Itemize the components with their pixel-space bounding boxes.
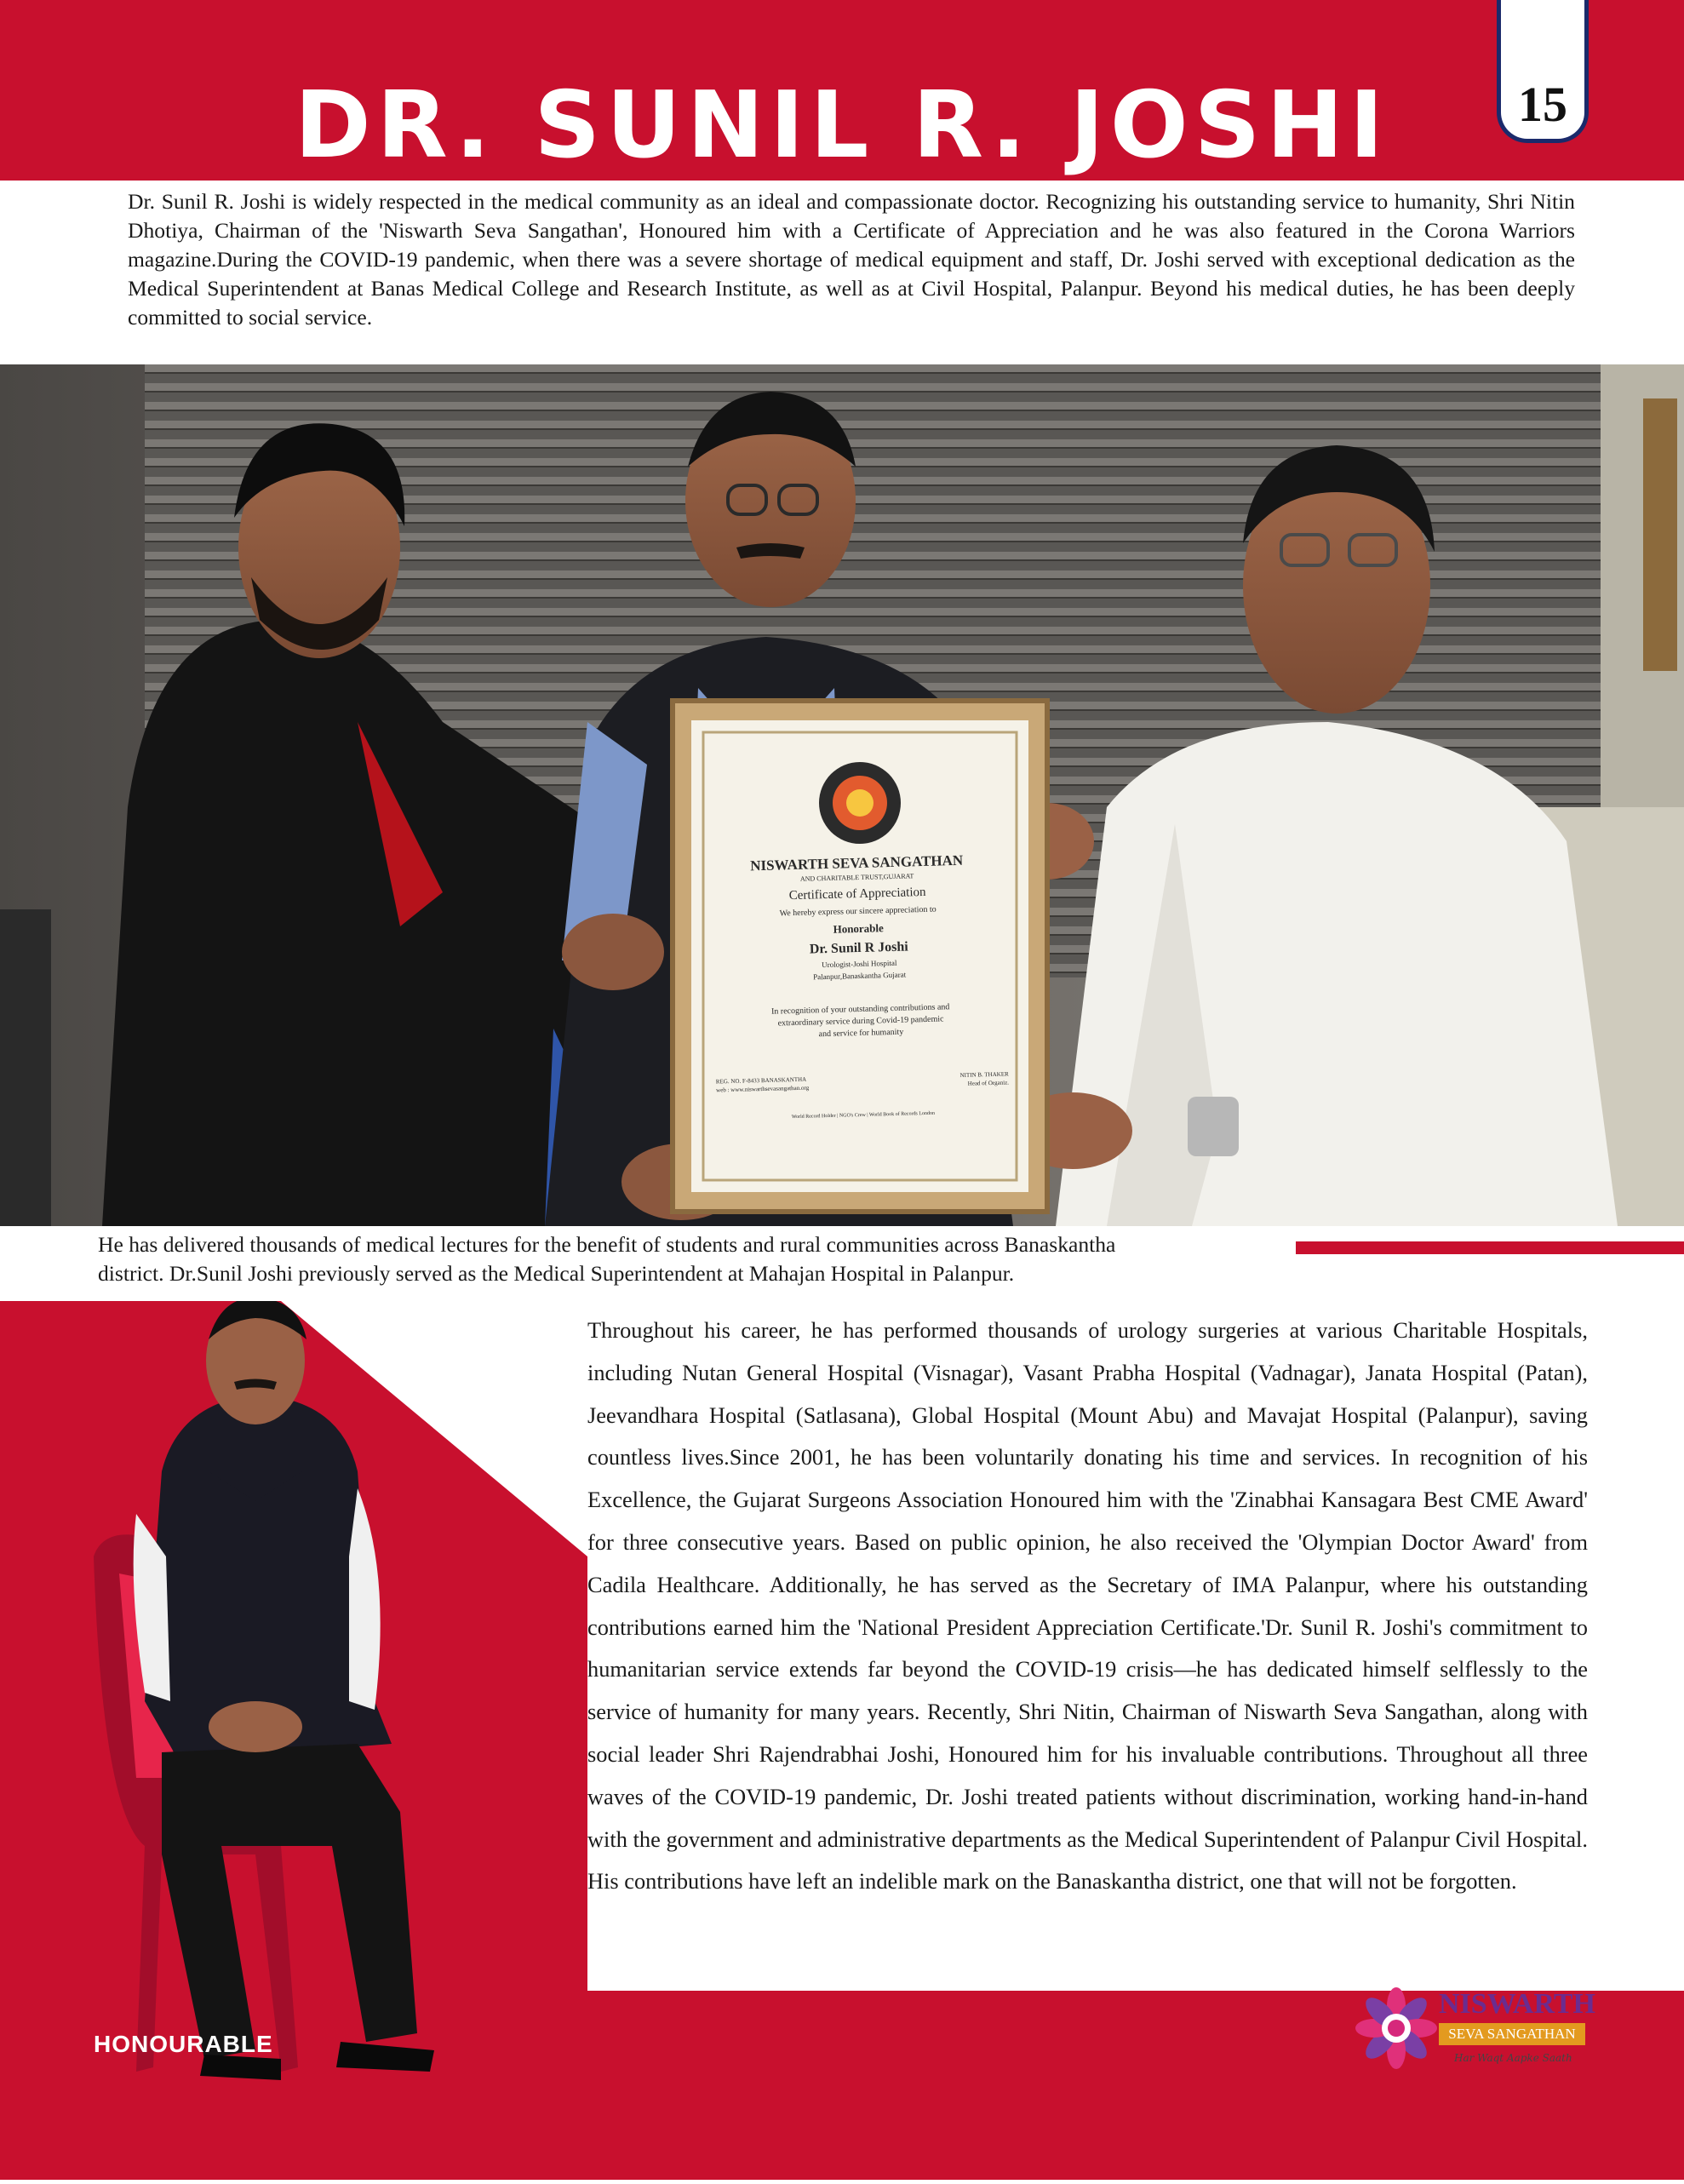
intro-line: Dr. Joshi served with exceptional dedication as the Medical Superintendent at Banas Medical College and Research Institute, as well as at Civil <box>128 247 1575 301</box>
certificate-org: NISWARTH SEVA SANGATHAN <box>749 851 964 874</box>
career-line: opinion, he also received the 'Olympian Doctor Award' from Cadila Healthcare. Additionally, he <box>587 1528 1588 1597</box>
honourable-label: HONOURABLE <box>94 2031 273 2057</box>
certificate-place: Palanpur,Banaskantha Gujarat <box>812 970 907 982</box>
award-photo <box>0 364 1684 1226</box>
certificate-org-sub: AND CHARITABLE TRUST,GUJARAT <box>799 872 914 883</box>
certificate-signatory-role: Head of Organiz. <box>967 1079 1010 1087</box>
accent-strip <box>1296 1241 1684 1254</box>
career-line: on the Banaskantha district, one that will not be forgotten. <box>994 1868 1517 1895</box>
certificate-title: Certificate of Appreciation <box>788 885 926 903</box>
certificate-reg: REG. NO. F-8433 BANASKANTHA <box>715 1075 807 1086</box>
career-line: with social leader Shri Rajendrabhai Joshi, Honoured him for his invaluable contributions. <box>587 1699 1588 1767</box>
certificate-express: We hereby express our sincere appreciation to <box>779 904 937 919</box>
career-line: Medical Superintendent of Palanpur Civil Hospital. His contributions have left an indelible mark <box>587 1826 1588 1895</box>
certificate-web: web : www.niswarthsevasangathan.org <box>716 1084 810 1094</box>
career-line: Throughout his career, he has performed thousands of urology surgeries at various Charitable <box>587 1317 1487 1343</box>
certificate-hospital: Urologist-Joshi Hospital <box>822 958 897 970</box>
lectures-paragraph <box>0 1230 1294 1288</box>
intro-line: Hospital, Palanpur. Beyond his medical duties, he has been deeply committed to social service. <box>128 276 1575 330</box>
career-line: Janata Hospital (Patan), Jeevandhara Hospital (Satlasana), Global Hospital (Mount Abu) and <box>587 1359 1588 1428</box>
lotus-icon <box>1354 1984 1439 2069</box>
intro-paragraph <box>128 187 1575 332</box>
certificate-name: Dr. Sunil R Joshi <box>809 939 908 957</box>
intro-line: featured in the Corona Warriors magazine.During the COVID-19 pandemic, when there was a severe shortage of medical equipment and staff, <box>128 218 1575 272</box>
certificate-recognition: and service for humanity <box>818 1027 904 1040</box>
certificate-text <box>688 850 1032 1124</box>
certificate-signatory: NITIN B. THAKER <box>959 1070 1009 1079</box>
career-line: service extends far beyond the COVID-19 crisis—he has dedicated himself selflessly to the service <box>587 1656 1588 1725</box>
niswarth-logo <box>1354 1984 1609 2095</box>
page-number: 15 <box>1518 77 1567 132</box>
logo-tagline: Har Waqt Aapke Saath <box>1454 2052 1572 2064</box>
logo-name: NISWARTH <box>1439 1988 1595 2020</box>
career-line: Throughout all three waves of the COVID-19 pandemic, Dr. Joshi treated patients without <box>587 1740 1588 1809</box>
lectures-line: district. Dr.Sunil Joshi previously served as the Medical Superintendent at Mahajan Hospital in Palanpur. <box>98 1261 1015 1286</box>
page-title: DR. SUNIL R. JOSHI <box>294 72 1390 179</box>
career-line: Hospitals, including Nutan General Hospital (Visnagar), Vasant Prabha Hospital (Vadnagar), <box>587 1317 1588 1385</box>
lectures-line: He has delivered thousands of medical lectures for the benefit of students and rural communities across Banaskantha <box>98 1232 1116 1257</box>
certificate-recognition: In recognition of your outstanding contributions and <box>770 1002 950 1017</box>
career-line: his time and services. In recognition of his Excellence, the Gujarat Surgeons Association Honoured <box>587 1444 1589 1513</box>
career-line: Mavajat Hospital (Palanpur), saving countless lives.Since 2001, he has been voluntarily donating <box>587 1402 1589 1470</box>
career-paragraph <box>587 1310 1588 1903</box>
career-line: has served as the Secretary of IMA Palanpur, where his outstanding contributions earned him the <box>587 1571 1588 1640</box>
intro-line: Dr. Sunil R. Joshi is widely respected in the medical community as an ideal and compassionate doctor. Recognizing his outstanding service to <box>128 189 1389 214</box>
intro-line: humanity, Shri Nitin Dhotiya, Chairman of the 'Niswarth Seva Sangathan', Honoured him with a Certificate of Appreciation and he was also <box>128 189 1575 243</box>
career-line: 'National President Appreciation Certificate.'Dr. Sunil R. Joshi's commitment to humanitarian <box>587 1614 1588 1682</box>
career-line: discrimination, working hand-in-hand with the government and administrative departments as the <box>587 1783 1588 1852</box>
certificate-honorific: Honorable <box>833 921 885 936</box>
career-line: him with the 'Zinabhai Kansagara Best CME Award' for three consecutive years. Based on public <box>587 1487 1588 1555</box>
certificate-recognition: extraordinary service during Covid-19 pandemic <box>777 1014 944 1029</box>
certificate-footer: World Record Holder | NGO's Crew | World Book of Records London <box>791 1110 936 1121</box>
logo-sub: SEVA SANGATHAN <box>1439 2023 1585 2045</box>
career-line: of humanity for many years. Recently, Shri Nitin, Chairman of Niswarth Seva Sangathan, along <box>658 1699 1541 1725</box>
